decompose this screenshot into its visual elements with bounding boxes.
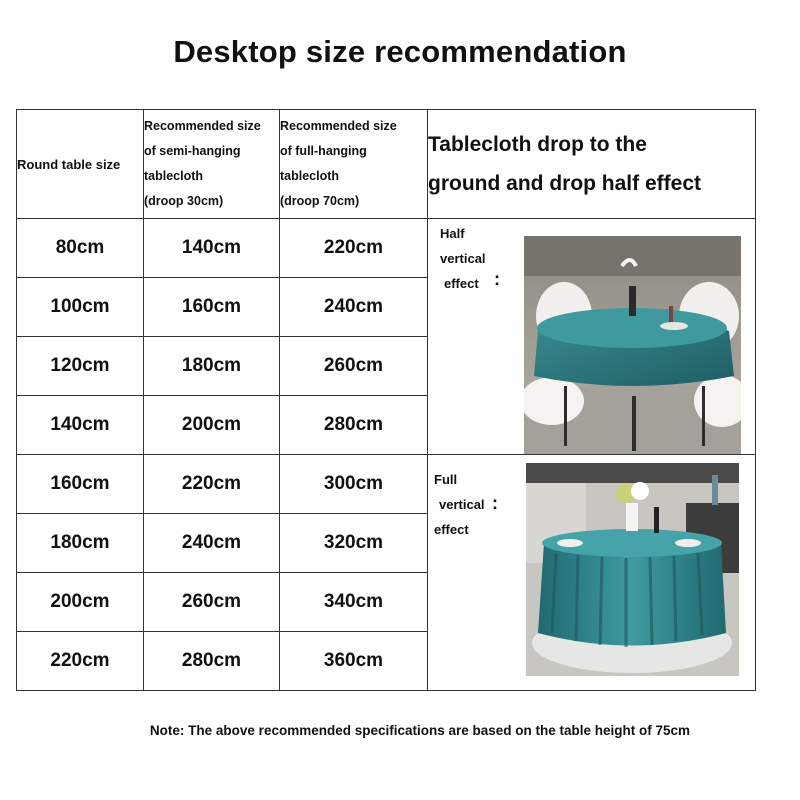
cell-semi-size: 200cm: [144, 396, 280, 455]
full-effect-line: effect: [434, 522, 469, 537]
cell-full-size: 320cm: [280, 514, 428, 573]
cell-semi-size: 160cm: [144, 278, 280, 337]
cell-table-size: 140cm: [17, 396, 144, 455]
cell-full-size: 240cm: [280, 278, 428, 337]
cell-full-size: 220cm: [280, 219, 428, 278]
footnote: Note: The above recommended specifications are based on the table height of 75cm: [149, 723, 691, 738]
full-effect-cell: [428, 455, 756, 691]
cell-full-size: 360cm: [280, 632, 428, 691]
half-effect-line: vertical: [440, 251, 486, 266]
cell-full-size: 280cm: [280, 396, 428, 455]
header-effect-line: Tablecloth drop to the: [428, 133, 647, 156]
half-effect-label: [440, 221, 486, 296]
cell-semi-size: 240cm: [144, 514, 280, 573]
half-effect-cell: [428, 219, 756, 455]
cell-table-size: 220cm: [17, 632, 144, 691]
cell-semi-size: 180cm: [144, 337, 280, 396]
cell-full-size: 260cm: [280, 337, 428, 396]
table-header-row: [17, 110, 756, 219]
cell-semi-size: 140cm: [144, 219, 280, 278]
header-full-line: (droop 70cm): [280, 194, 360, 208]
cell-full-size: 340cm: [280, 573, 428, 632]
cell-table-size: 180cm: [17, 514, 144, 573]
header-semi-line: Recommended size: [144, 119, 261, 133]
header-round-table: Round table size: [17, 110, 144, 219]
table-row: [17, 219, 756, 278]
full-effect-line: vertical: [439, 497, 485, 512]
cell-table-size: 160cm: [17, 455, 144, 514]
cell-table-size: 120cm: [17, 337, 144, 396]
header-semi-line: tablecloth: [144, 169, 204, 183]
header-semi-hanging: [144, 110, 280, 219]
cell-table-size: 100cm: [17, 278, 144, 337]
half-drop-table-photo: [524, 236, 741, 454]
cell-table-size: 200cm: [17, 573, 144, 632]
header-effect: [428, 110, 756, 219]
header-full-line: of full-hanging: [280, 144, 367, 158]
header-full-hanging: [280, 110, 428, 219]
page-title: Desktop size recommendation: [173, 34, 627, 69]
half-effect-line: effect: [444, 276, 479, 291]
full-effect-colon: :: [492, 493, 498, 513]
header-semi-line: of semi-hanging: [144, 144, 241, 158]
half-effect-colon: :: [494, 269, 500, 289]
size-table: [16, 109, 756, 691]
cell-semi-size: 260cm: [144, 573, 280, 632]
table-row: [17, 455, 756, 514]
cell-table-size: 80cm: [17, 219, 144, 278]
header-full-line: tablecloth: [280, 169, 340, 183]
cell-semi-size: 280cm: [144, 632, 280, 691]
cell-semi-size: 220cm: [144, 455, 280, 514]
header-full-line: Recommended size: [280, 119, 397, 133]
cell-full-size: 300cm: [280, 455, 428, 514]
full-effect-label: [434, 467, 485, 542]
half-effect-line: Half: [440, 226, 465, 241]
full-drop-table-photo: [526, 463, 739, 676]
header-semi-line: (droop 30cm): [144, 194, 224, 208]
header-effect-line: ground and drop half effect: [428, 172, 701, 195]
full-effect-line: Full: [434, 472, 458, 487]
